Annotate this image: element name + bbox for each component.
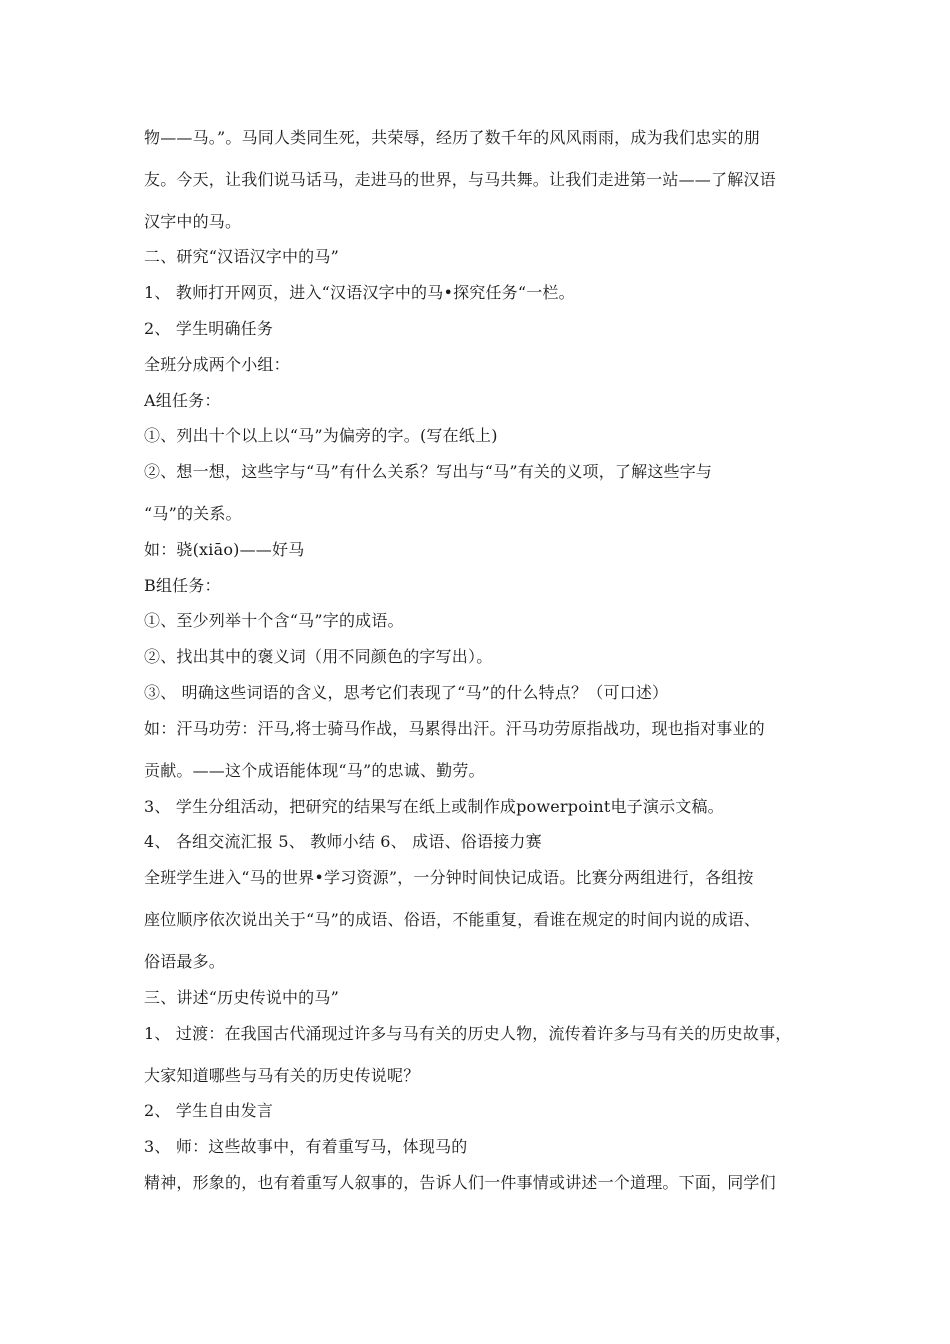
paragraph-line: 全班学生进入“马的世界•学习资源”，一分钟时间快记成语。比赛分两组进行，各组按 [144, 868, 754, 887]
example-line: 如：骁(xiāo)——好马 [144, 540, 305, 559]
list-item: 2、 学生明确任务 [144, 319, 274, 338]
paragraph-line: 座位顺序依次说出关于“马”的成语、俗语，不能重复，看谁在规定的时间内说的成语、 [144, 910, 761, 929]
group-heading: A组任务： [144, 391, 221, 410]
list-item: 1、 教师打开网页，进入“汉语汉字中的马•探究任务“一栏。 [144, 283, 575, 302]
paragraph-line: 精神，形象的，也有着重写人叙事的，告诉人们一件事情或讲述一个道理。下面，同学们 [144, 1173, 776, 1192]
list-item: 4、 各组交流汇报 5、 教师小结 6、 成语、俗语接力赛 [144, 832, 542, 851]
section-heading: 二、研究“汉语汉字中的马” [144, 247, 339, 266]
task-item: ②、想一想，这些字与“马”有什么关系？写出与“马”有关的义项，了解这些字与 [144, 462, 713, 481]
paragraph-line: 物——马。”。马同人类同生死，共荣辱，经历了数千年的风风雨雨，成为我们忠实的朋 [144, 128, 760, 147]
list-item: 3、 学生分组活动，把研究的结果写在纸上或制作成powerpoint电子演示文稿。 [144, 797, 724, 816]
paragraph-line: 贡献。——这个成语能体现“马”的忠诚、勤劳。 [144, 761, 485, 780]
paragraph-line: 大家知道哪些与马有关的历史传说呢？ [144, 1066, 420, 1085]
paragraph-line: “马”的关系。 [144, 504, 242, 523]
task-item: ①、至少列举十个含“马”字的成语。 [144, 611, 404, 630]
paragraph-line: 全班分成两个小组： [144, 355, 290, 374]
paragraph-line: 汉字中的马。 [144, 212, 242, 231]
list-item: 2、 学生自由发言 [144, 1101, 274, 1120]
example-line: 如：汗马功劳：汗马,将士骑马作战，马累得出汗。汗马功劳原指战功，现也指对事业的 [144, 719, 765, 738]
paragraph-line: 友。今天，让我们说马话马，走进马的世界，与马共舞。让我们走进第一站——了解汉语 [144, 170, 776, 189]
paragraph-line: 俗语最多。 [144, 952, 226, 971]
list-item: 3、 师：这些故事中，有着重写马，体现马的 [144, 1137, 468, 1156]
task-item: ③、 明确这些词语的含义，思考它们表现了“马”的什么特点？（可口述） [144, 683, 669, 702]
section-heading: 三、讲述“历史传说中的马” [144, 988, 339, 1007]
task-item: ②、找出其中的褒义词（用不同颜色的字写出）。 [144, 647, 493, 666]
group-heading: B组任务： [144, 576, 221, 595]
list-item: 1、 过渡：在我国古代涌现过许多与马有关的历史人物，流传着许多与马有关的历史故事， [144, 1024, 792, 1043]
task-item: ①、列出十个以上以“马”为偏旁的字。(写在纸上) [144, 426, 498, 445]
